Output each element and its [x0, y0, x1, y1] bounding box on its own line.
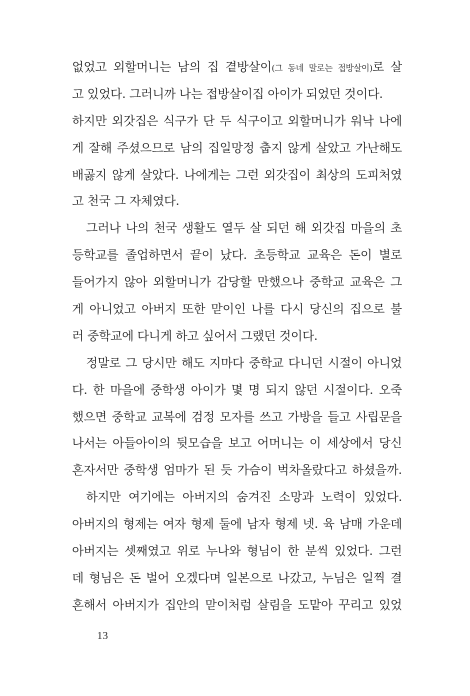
text-line-6: 고 천국 그 자체였다. — [72, 194, 180, 209]
text-line-12: 정말로 그 당시만 해도 지마다 중학교 다니던 시절이 아니었 — [86, 355, 402, 370]
text-line-11: 러 중학교에 다니게 하고 싶어서 그랬던 것이다. — [72, 328, 318, 343]
text-line-21: 혼해서 아버지가 집안의 맏이처럼 살림을 도맡아 꾸리고 있었 — [72, 597, 402, 612]
text-line-18: 아버지의 형제는 여자 형제 둘에 남자 형제 넷. 육 남매 가운데 — [72, 517, 402, 532]
text-line-15: 나서는 아들아이의 뒷모습을 보고 어머니는 이 세상에서 당신 — [72, 436, 402, 451]
text-line-13: 다. 한 마을에 중학생 아이가 몇 명 되지 않던 시절이다. 오죽 — [72, 382, 402, 397]
text-line-19: 아버지는 셋째였고 위로 누나와 형님이 한 분씩 있었다. 그런 — [72, 544, 402, 559]
page-number: 13 — [97, 630, 108, 642]
text-line-2: 고 있었다. 그러니까 나는 접방살이집 아이가 되었던 것이다. — [72, 86, 383, 101]
text-line-20: 데 형님은 돈 벌어 오겠다며 일본으로 나갔고, 누님은 일찍 결 — [72, 570, 402, 585]
text-line-5: 배곯지 않게 살았다. 나에게는 그런 외갓집이 최상의 도피처였 — [72, 167, 402, 182]
text-line-1-note: (그 동네 말로는 접방살이) — [271, 64, 373, 74]
text-line-8: 등학교를 졸업하면서 끝이 났다. 초등학교 교육은 돈이 별로 — [72, 248, 402, 263]
text-line-4: 게 잘해 주셨으므로 남의 집일망정 춥지 않게 살았고 가난해도 — [72, 140, 402, 155]
text-line-17: 하지만 여기에는 아버지의 숨겨진 소망과 노력이 있었다. — [86, 490, 402, 505]
text-line-9: 들어가지 않아 외할머니가 감당할 만했으나 중학교 교육은 그 — [72, 275, 402, 290]
text-line-16: 혼자서만 중학생 엄마가 된 듯 가슴이 벅차올랐다고 하셨을까. — [72, 463, 402, 478]
text-line-10: 게 아니었고 아버지 또한 맏이인 나를 다시 당신의 집으로 불 — [72, 302, 402, 317]
text-line-1-tail: 로 살 — [372, 60, 402, 74]
text-line-1 — [72, 54, 402, 81]
text-line-1-main: 없었고 외할머니는 남의 집 곁방살이 — [72, 60, 272, 74]
text-line-7: 그러나 나의 천국 생활도 열두 살 되던 해 외갓집 마을의 초 — [86, 221, 402, 236]
body-text — [72, 54, 402, 619]
text-line-3: 하지만 외갓집은 식구가 단 두 식구이고 외할머니가 워낙 나에 — [72, 113, 402, 128]
text-line-14: 했으면 중학교 교복에 검정 모자를 쓰고 가방을 들고 사립문을 — [72, 409, 402, 424]
